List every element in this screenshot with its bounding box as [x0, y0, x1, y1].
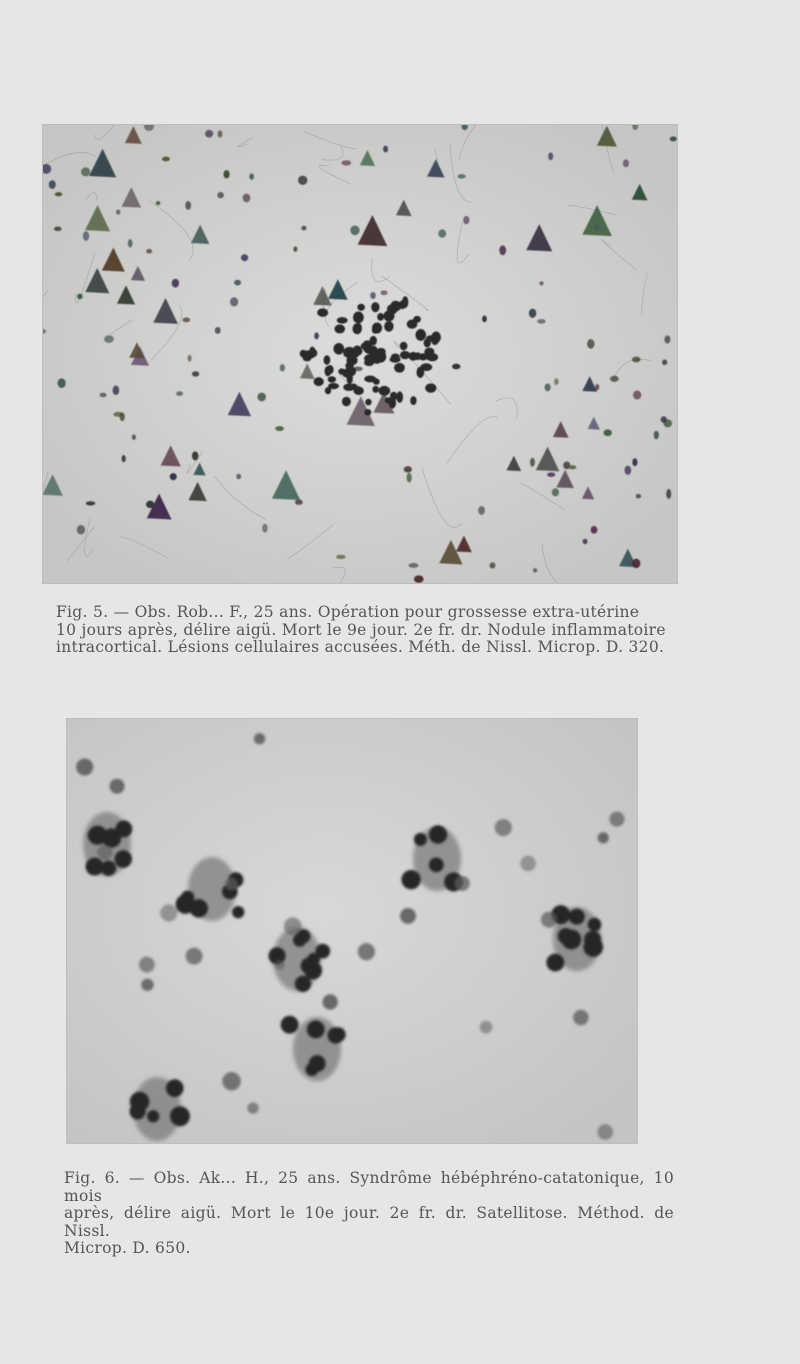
- glial-nucleus: [457, 174, 465, 178]
- glial-nucleus: [404, 466, 412, 472]
- glial-nucleus: [548, 153, 553, 161]
- nodule-cell: [370, 336, 377, 346]
- satellite-nucleus: [147, 1110, 159, 1122]
- glial-nucleus: [205, 130, 213, 138]
- satellite-nucleus: [130, 1092, 150, 1112]
- scattered-nucleus: [110, 779, 125, 794]
- scattered-nucleus: [400, 908, 416, 924]
- caption-line: Fig. 6. — Obs. Ak... H., 25 ans. Syndrôme hébéphréno-catatonique, 10 mois: [64, 1169, 674, 1205]
- satellite-nucleus: [232, 906, 244, 918]
- satellite-nucleus: [295, 976, 311, 992]
- glial-nucleus: [529, 309, 536, 318]
- glial-nucleus: [624, 466, 631, 475]
- glial-nucleus: [632, 458, 637, 466]
- glial-nucleus: [664, 335, 670, 343]
- glial-nucleus: [172, 279, 179, 288]
- glial-nucleus: [610, 376, 619, 382]
- glial-nucleus: [257, 393, 266, 402]
- glial-nucleus: [116, 209, 120, 214]
- glial-nucleus: [122, 455, 126, 462]
- nodule-cell: [391, 353, 400, 360]
- nodule-cell: [383, 310, 394, 321]
- glial-nucleus: [188, 355, 192, 362]
- glial-nucleus: [275, 426, 284, 431]
- glial-nucleus: [409, 563, 419, 568]
- glial-nucleus: [554, 378, 559, 385]
- glial-nucleus: [662, 360, 667, 365]
- glial-nucleus: [539, 281, 543, 285]
- nodule-cell: [407, 320, 418, 329]
- scattered-nucleus: [141, 979, 153, 991]
- glial-nucleus: [314, 332, 319, 339]
- glial-nucleus: [381, 290, 388, 295]
- satellite-nucleus: [429, 825, 447, 843]
- nodule-cell: [345, 362, 353, 370]
- glial-nucleus: [407, 473, 412, 483]
- nodule-cell: [424, 348, 434, 356]
- scattered-nucleus: [160, 904, 177, 921]
- satellite-nucleus: [401, 870, 420, 889]
- glial-nucleus: [77, 525, 85, 534]
- nodule-cell: [314, 377, 324, 386]
- caption-line: Microp. D. 650.: [64, 1239, 191, 1257]
- glial-nucleus: [666, 489, 671, 499]
- glial-nucleus: [218, 130, 223, 137]
- glial-nucleus: [81, 167, 90, 176]
- caption-line: après, délire aigü. Mort le 10e jour. 2e fr. dr. Satellitose. Méthod. de Nissl.: [64, 1204, 674, 1240]
- glial-nucleus: [530, 458, 535, 467]
- nodule-cell: [372, 386, 379, 393]
- glial-nucleus: [670, 137, 677, 142]
- glial-nucleus: [654, 431, 659, 440]
- glial-nucleus: [49, 180, 56, 189]
- nodule-cell: [415, 329, 426, 341]
- satellite-nucleus: [170, 1106, 190, 1126]
- satellite-nucleus: [281, 1016, 299, 1034]
- nodule-cell: [364, 409, 371, 416]
- satellite-nucleus: [86, 858, 104, 876]
- satellite-nucleus: [584, 931, 601, 948]
- glial-nucleus: [128, 239, 133, 247]
- scattered-nucleus: [76, 758, 93, 775]
- scattered-nucleus: [284, 917, 302, 935]
- glial-nucleus: [295, 499, 303, 505]
- glial-nucleus: [452, 364, 460, 370]
- nodule-cell: [353, 312, 364, 324]
- glial-nucleus: [176, 391, 183, 396]
- nodule-cell: [333, 343, 344, 354]
- nodule-cell: [372, 326, 378, 334]
- nodule-cell: [337, 317, 348, 323]
- glial-nucleus: [293, 246, 297, 251]
- satellite-nucleus: [588, 918, 602, 932]
- glial-nucleus: [146, 249, 152, 254]
- glial-nucleus: [350, 225, 359, 235]
- nodule-cell: [317, 308, 328, 316]
- glial-nucleus: [383, 146, 388, 153]
- glial-nucleus: [223, 170, 229, 178]
- nodule-cell: [371, 302, 379, 312]
- nodule-cell: [357, 304, 365, 311]
- glial-nucleus: [569, 465, 577, 469]
- glial-nucleus: [77, 294, 83, 300]
- scattered-nucleus: [598, 832, 609, 843]
- glial-nucleus: [482, 316, 487, 323]
- glial-nucleus: [595, 384, 599, 390]
- scattered-nucleus: [480, 1021, 493, 1034]
- scattered-nucleus: [225, 878, 237, 890]
- scattered-nucleus: [455, 876, 470, 891]
- satellite-nucleus: [88, 827, 104, 843]
- nodule-cell: [327, 365, 334, 374]
- glial-nucleus: [280, 364, 285, 371]
- satellite-nucleus: [331, 1027, 346, 1042]
- glial-nucleus: [587, 339, 594, 349]
- figure-6-caption: [64, 1170, 674, 1258]
- nodule-cell: [400, 342, 408, 351]
- glial-nucleus: [100, 393, 107, 397]
- micrograph-figure-5: [42, 124, 678, 584]
- caption-line: Fig. 5. — Obs. Rob... F., 25 ans. Opération pour grossesse extra-utérine: [56, 603, 640, 621]
- glial-nucleus: [182, 317, 190, 322]
- nodule-cell: [355, 323, 362, 331]
- caption-line: intracortical. Lésions cellulaires accusées. Méth. de Nissl. Microp. D. 320.: [56, 638, 665, 656]
- glial-nucleus: [370, 292, 376, 299]
- scattered-nucleus: [541, 912, 557, 928]
- glial-nucleus: [533, 568, 537, 572]
- nodule-cell: [410, 396, 416, 405]
- nodule-cell: [364, 354, 376, 363]
- scattered-nucleus: [98, 845, 113, 860]
- glial-nucleus: [217, 192, 224, 198]
- scattered-nucleus: [495, 819, 512, 836]
- nodule-cell: [396, 391, 403, 402]
- scattered-nucleus: [520, 856, 536, 872]
- glial-nucleus: [241, 254, 248, 261]
- glial-nucleus: [301, 226, 306, 231]
- glial-nucleus: [583, 539, 588, 544]
- glial-nucleus: [632, 559, 640, 568]
- nodule-cell: [303, 354, 312, 361]
- glial-nucleus: [636, 494, 642, 499]
- nodule-cell: [394, 363, 405, 373]
- glial-nucleus: [54, 226, 62, 231]
- scattered-nucleus: [139, 957, 155, 973]
- glial-nucleus: [104, 335, 114, 343]
- glial-nucleus: [633, 391, 641, 400]
- satellite-nucleus: [114, 850, 132, 868]
- glial-nucleus: [414, 575, 424, 582]
- nodule-cell: [364, 375, 376, 382]
- satellite-nucleus: [569, 909, 585, 925]
- satellite-nucleus: [414, 833, 427, 846]
- nodule-cell: [409, 352, 418, 361]
- glial-nucleus: [623, 159, 629, 167]
- glial-nucleus: [243, 194, 251, 203]
- satellite-nucleus: [190, 899, 208, 917]
- glial-nucleus: [249, 173, 254, 179]
- caption-line: 10 jours après, délire aigü. Mort le 9e jour. 2e fr. dr. Nodule inflammatoire: [56, 620, 666, 639]
- glial-nucleus: [234, 280, 241, 286]
- glial-nucleus: [170, 473, 177, 480]
- satellite-nucleus: [546, 954, 564, 972]
- micrograph-image-6: [67, 719, 637, 1143]
- glial-nucleus: [58, 378, 66, 388]
- scattered-nucleus: [186, 948, 203, 965]
- glial-nucleus: [156, 201, 160, 205]
- glial-nucleus: [632, 357, 641, 363]
- glial-nucleus: [499, 245, 506, 255]
- glial-nucleus: [537, 319, 546, 324]
- satellite-nucleus: [315, 944, 330, 959]
- scattered-nucleus: [222, 1072, 240, 1090]
- nodule-cell: [343, 350, 349, 357]
- glial-nucleus: [547, 472, 555, 477]
- nodule-cell: [385, 397, 392, 403]
- nodule-cell: [354, 387, 364, 395]
- glial-nucleus: [603, 429, 611, 436]
- glial-nucleus: [262, 524, 268, 533]
- glial-nucleus: [146, 501, 154, 509]
- scattered-nucleus: [275, 960, 285, 970]
- nodule-cell: [325, 387, 331, 394]
- glial-nucleus: [192, 371, 199, 376]
- nodule-cell: [343, 384, 355, 391]
- glial-nucleus: [83, 231, 89, 241]
- glial-nucleus: [594, 224, 599, 230]
- satellite-nucleus: [305, 1063, 318, 1076]
- nodule-cell: [338, 368, 345, 374]
- scattered-nucleus: [254, 733, 265, 744]
- nodule-cell: [377, 313, 384, 321]
- glial-nucleus: [236, 474, 241, 480]
- nodule-cell: [400, 351, 410, 359]
- glial-nucleus: [230, 297, 238, 306]
- glial-nucleus: [132, 434, 136, 439]
- glial-nucleus: [192, 451, 198, 460]
- figure-5-caption: [56, 604, 678, 657]
- nodule-cell: [334, 324, 345, 333]
- glial-nucleus: [661, 416, 667, 423]
- nodule-cell: [426, 335, 436, 342]
- glial-nucleus: [162, 157, 170, 162]
- glial-nucleus: [113, 412, 123, 417]
- glial-nucleus: [591, 526, 598, 534]
- micrograph-image-5: [43, 125, 677, 583]
- micrograph-figure-6: [66, 718, 638, 1144]
- glial-nucleus: [113, 385, 120, 395]
- glial-nucleus: [215, 327, 221, 334]
- nodule-cell: [425, 383, 436, 392]
- scattered-nucleus: [597, 1124, 613, 1140]
- satellite-nucleus: [429, 858, 444, 873]
- glial-nucleus: [55, 192, 63, 196]
- glial-nucleus: [336, 555, 346, 559]
- glial-nucleus: [86, 501, 96, 505]
- nodule-cell: [402, 296, 408, 308]
- scattered-nucleus: [609, 812, 624, 827]
- glial-nucleus: [552, 488, 559, 496]
- nodule-cell: [328, 376, 336, 382]
- glial-nucleus: [463, 216, 469, 224]
- nodule-cell: [347, 373, 353, 384]
- glial-nucleus: [185, 201, 191, 210]
- glial-nucleus: [438, 229, 446, 237]
- scattered-nucleus: [358, 943, 375, 960]
- nodule-cell: [324, 355, 331, 365]
- glial-nucleus: [341, 160, 351, 165]
- scattered-nucleus: [247, 1102, 258, 1113]
- satellite-nucleus: [304, 962, 322, 980]
- nodule-cell: [375, 351, 386, 363]
- scattered-nucleus: [322, 994, 337, 1009]
- satellite-nucleus: [181, 891, 194, 904]
- nodule-cell: [365, 399, 371, 406]
- glial-nucleus: [478, 506, 485, 515]
- nodule-cell: [384, 321, 393, 332]
- satellite-nucleus: [166, 1079, 184, 1097]
- glial-nucleus: [545, 383, 551, 391]
- nodule-cell: [378, 386, 390, 396]
- nodule-cell: [416, 367, 424, 378]
- nodule-cell: [342, 397, 351, 406]
- glial-nucleus: [298, 176, 307, 185]
- scattered-nucleus: [573, 1010, 589, 1026]
- satellite-nucleus: [307, 1021, 325, 1039]
- glial-nucleus: [489, 562, 495, 568]
- satellite-nucleus: [561, 929, 581, 949]
